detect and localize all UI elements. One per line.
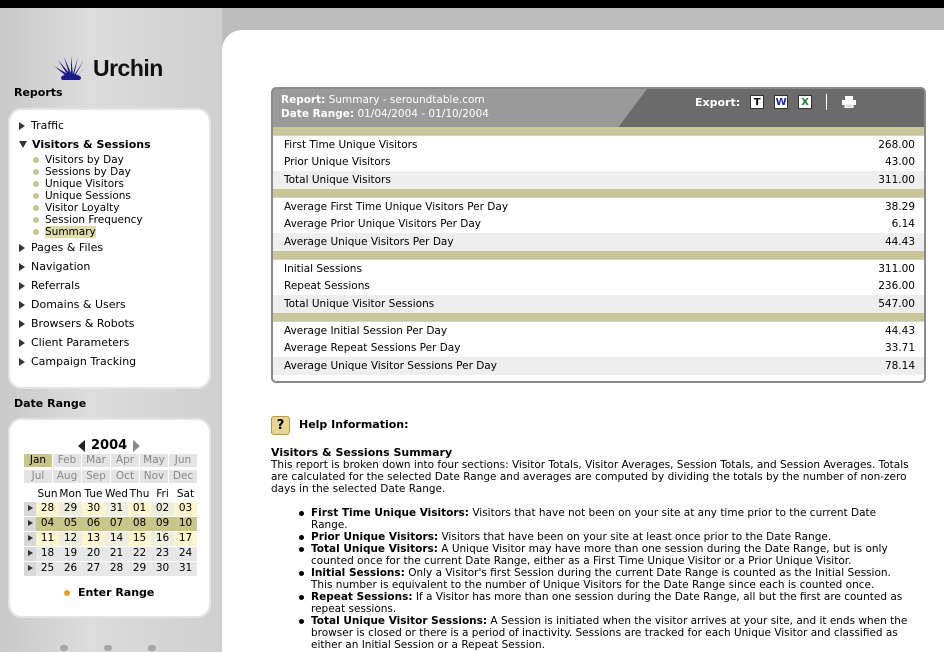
enter-range-button[interactable]: Enter Range (64, 586, 154, 599)
calendar-week-2 (24, 517, 200, 531)
nav-browsers-robots[interactable]: Browsers & Robots (19, 317, 135, 330)
table-row: Total Unique Visitors 311.00 (273, 171, 924, 189)
calendar-week-4 (24, 547, 200, 561)
calendar-day[interactable]: 04 (36, 517, 59, 531)
calendar-day[interactable]: 01 (128, 502, 151, 516)
month-apr[interactable]: Apr (111, 454, 139, 467)
urchin-starburst-icon (52, 56, 90, 80)
sub-summary[interactable]: Summary (33, 226, 96, 238)
sub-sessions-by-day[interactable]: Sessions by Day (33, 166, 131, 178)
sub-session-frequency[interactable]: Session Frequency (33, 214, 143, 226)
nav-visitors-sessions[interactable]: Visitors & Sessions (19, 138, 151, 151)
month-feb[interactable]: Feb (53, 454, 81, 467)
calendar-day[interactable]: 18 (36, 547, 59, 561)
sidebar (0, 8, 222, 652)
month-jul[interactable]: Jul (24, 470, 52, 483)
collapse-triangle-icon (19, 141, 27, 148)
calendar-day[interactable]: 15 (128, 532, 151, 546)
expand-triangle-icon (19, 282, 25, 290)
help-intro: This report is broken down into four sections: Visitor Totals, Visitor Averages, Session Totals, and Session Averages. Totals are calculated for the selected Date Range and averages are computed by dividing the totals by the number of non-zero days in the selected Date Range. (271, 459, 909, 495)
decorative-rivet (60, 645, 68, 651)
calendar-day[interactable]: 29 (128, 562, 151, 576)
calendar-day[interactable]: 12 (59, 532, 82, 546)
table-row: Repeat Sessions 236.00 (284, 280, 915, 292)
bullet-icon (33, 157, 39, 163)
calendar-day[interactable]: 29 (59, 502, 82, 516)
date-range-label: Date Range: (281, 108, 355, 120)
list-item: Initial Sessions: Only a Visitor's first Session during the current Date Range is counted as the Initial Session. This number is equivalent to the number of Unique Visitors for the Date Range since each is counted once. (311, 567, 911, 591)
section-band (273, 313, 924, 321)
select-week-icon[interactable] (24, 562, 36, 576)
table-row: Average Unique Visitors Per Day 44.43 (273, 233, 924, 251)
month-sep[interactable]: Sep (82, 470, 110, 483)
bullet-icon (64, 590, 70, 596)
decorative-rivet (148, 645, 156, 651)
calendar-day[interactable]: 31 (174, 562, 197, 576)
next-year-icon[interactable] (133, 440, 140, 452)
toolbar-divider (826, 94, 827, 110)
list-item: Prior Unique Visitors: Visitors that have been on your site at least once prior to the Date Range. (311, 531, 911, 543)
sub-visitor-loyalty[interactable]: Visitor Loyalty (33, 202, 119, 214)
print-icon[interactable] (841, 95, 855, 109)
year-label: 2004 (91, 438, 128, 453)
calendar-day[interactable]: 30 (151, 562, 174, 576)
weekday-header: Sun Mon Tue Wed Thu Fri Sat (37, 488, 195, 500)
report-body (273, 127, 924, 375)
expand-triangle-icon (19, 301, 25, 309)
table-row: Prior Unique Visitors 43.00 (284, 156, 915, 168)
decorative-rivet (104, 645, 112, 651)
export-text-icon[interactable]: T (750, 95, 764, 109)
month-dec[interactable]: Dec (169, 470, 197, 483)
help-title: Help Information: (299, 418, 409, 431)
calendar-day[interactable]: 06 (82, 517, 105, 531)
expand-triangle-icon (19, 244, 25, 252)
month-nov[interactable]: Nov (140, 470, 168, 483)
table-row: First Time Unique Visitors 268.00 (273, 135, 924, 153)
sub-unique-visitors[interactable]: Unique Visitors (33, 178, 124, 190)
calendar-day[interactable]: 10 (174, 517, 197, 531)
calendar-day[interactable]: 28 (105, 562, 128, 576)
table-row: Initial Sessions 311.00 (273, 259, 924, 277)
export-word-icon[interactable]: W (775, 97, 787, 108)
month-oct[interactable]: Oct (111, 470, 139, 483)
calendar-day[interactable]: 08 (128, 517, 151, 531)
nav-pages-files[interactable]: Pages & Files (19, 241, 103, 254)
calendar-day[interactable]: 24 (174, 547, 197, 561)
sub-visitors-by-day[interactable]: Visitors by Day (33, 154, 124, 166)
list-item: First Time Unique Visitors: Visitors that have not been on your site at any time prior to the current Date Range. (311, 507, 911, 531)
logo-text: Urchin (93, 54, 163, 81)
calendar-day[interactable]: 19 (59, 547, 82, 561)
expand-triangle-icon (19, 263, 25, 271)
nav-navigation[interactable]: Navigation (19, 260, 90, 273)
expand-triangle-icon (19, 358, 25, 366)
calendar-day[interactable]: 25 (36, 562, 59, 576)
calendar-day[interactable]: 16 (151, 532, 174, 546)
calendar-week-1 (24, 502, 200, 516)
help-heading: Visitors & Sessions Summary (271, 446, 453, 459)
list-item: Total Unique Visitors: A Unique Visitor may have more than one session during the Date Range, but is only counted once for the current Date Range, either as a First Time Unique Visitor or a Prior Unique Visitor. (311, 543, 911, 567)
nav-campaign-tracking[interactable]: Campaign Tracking (19, 355, 136, 368)
previous-year-icon[interactable] (78, 440, 85, 452)
calendar-day[interactable]: 07 (105, 517, 128, 531)
expand-triangle-icon (19, 320, 25, 328)
calendar-day[interactable]: 26 (59, 562, 82, 576)
select-week-icon[interactable] (24, 517, 36, 531)
calendar-day[interactable]: 27 (82, 562, 105, 576)
section-band (273, 189, 924, 197)
nav-client-parameters[interactable]: Client Parameters (19, 336, 129, 349)
calendar-week-5 (24, 562, 200, 576)
export-label: Export: (695, 95, 741, 109)
calendar-day[interactable]: 20 (82, 547, 105, 561)
help-body (271, 447, 911, 651)
report-info (273, 89, 617, 129)
report-name: Summary - seroundtable.com (328, 94, 485, 106)
section-band (273, 127, 924, 135)
bullet-icon (33, 181, 39, 187)
reports-heading: Reports (14, 86, 63, 99)
report-label: Report: (281, 94, 326, 106)
table-row: Average Unique Visitor Sessions Per Day 78.14 (273, 357, 924, 375)
month-aug[interactable]: Aug (53, 470, 81, 483)
list-item: Repeat Sessions: If a Visitor has more than one session during the Date Range, all but the first are counted as repeat sessions. (311, 591, 911, 615)
report-table (271, 87, 926, 383)
calendar-day[interactable]: 21 (105, 547, 128, 561)
year-selector (78, 438, 140, 453)
calendar-day[interactable]: 13 (82, 532, 105, 546)
calendar-grid (24, 488, 200, 576)
section-band (273, 251, 924, 259)
month-mar[interactable]: Mar (82, 454, 110, 467)
table-row: Total Unique Visitor Sessions 547.00 (273, 295, 924, 313)
select-week-icon[interactable] (24, 547, 36, 561)
sub-unique-sessions[interactable]: Unique Sessions (33, 190, 131, 202)
table-row: Average Repeat Sessions Per Day 33.71 (284, 342, 915, 354)
date-range-value: 01/04/2004 - 01/10/2004 (357, 108, 489, 120)
month-jun[interactable]: Jun (169, 454, 197, 467)
help-definitions (271, 507, 911, 651)
bullet-icon (33, 217, 39, 223)
calendar-day[interactable]: 31 (105, 502, 128, 516)
calendar-day[interactable]: 22 (128, 547, 151, 561)
calendar-day[interactable]: 30 (82, 502, 105, 516)
export-excel-icon[interactable]: X (798, 95, 812, 109)
bullet-icon (33, 193, 39, 199)
expand-triangle-icon (19, 339, 25, 347)
month-may[interactable]: May (140, 454, 168, 467)
nav-domains-users[interactable]: Domains & Users (19, 298, 126, 311)
bullet-icon (33, 205, 39, 211)
list-item: Total Unique Visitor Sessions: A Session is initiated when the visitor arrives at your site, and it ends when the browser is closed or there is a period of inactivity. Sessions are tracked for each Unique Visitor and classified as either an Initial Session or a Repeat Session. (311, 615, 911, 651)
table-row: Average Prior Unique Visitors Per Day 6.14 (284, 218, 915, 230)
expand-triangle-icon (19, 122, 25, 130)
top-black-bar (0, 0, 944, 8)
calendar-day[interactable]: 05 (59, 517, 82, 531)
calendar-day[interactable]: 11 (36, 532, 59, 546)
calendar-day[interactable]: 02 (151, 502, 174, 516)
reports-panel (8, 108, 211, 389)
date-range-panel (8, 418, 211, 618)
nav-traffic[interactable]: Traffic (19, 119, 64, 132)
month-grid-row-1 (24, 454, 197, 467)
table-row: Average Initial Session Per Day 44.43 (273, 321, 924, 339)
calendar-day[interactable]: 14 (105, 532, 128, 546)
calendar-day[interactable]: 09 (151, 517, 174, 531)
month-grid-row-2 (24, 470, 197, 483)
report-header (273, 89, 924, 129)
main-content (222, 30, 944, 652)
question-mark-icon: ? (271, 416, 290, 435)
bullet-icon (33, 229, 39, 235)
table-row: Average First Time Unique Visitors Per Day 38.29 (273, 197, 924, 215)
select-week-icon[interactable] (24, 502, 36, 516)
calendar-day[interactable]: 03 (174, 502, 197, 516)
calendar-week-3 (24, 532, 200, 546)
nav-referrals[interactable]: Referrals (19, 279, 80, 292)
export-toolbar (695, 94, 855, 110)
urchin-logo (52, 54, 163, 82)
calendar-day[interactable]: 28 (36, 502, 59, 516)
calendar-day[interactable]: 23 (151, 547, 174, 561)
date-range-heading: Date Range (14, 397, 87, 410)
calendar-day[interactable]: 17 (174, 532, 197, 546)
month-jan[interactable]: Jan (24, 454, 52, 467)
select-week-icon[interactable] (24, 532, 36, 546)
bullet-icon (33, 169, 39, 175)
